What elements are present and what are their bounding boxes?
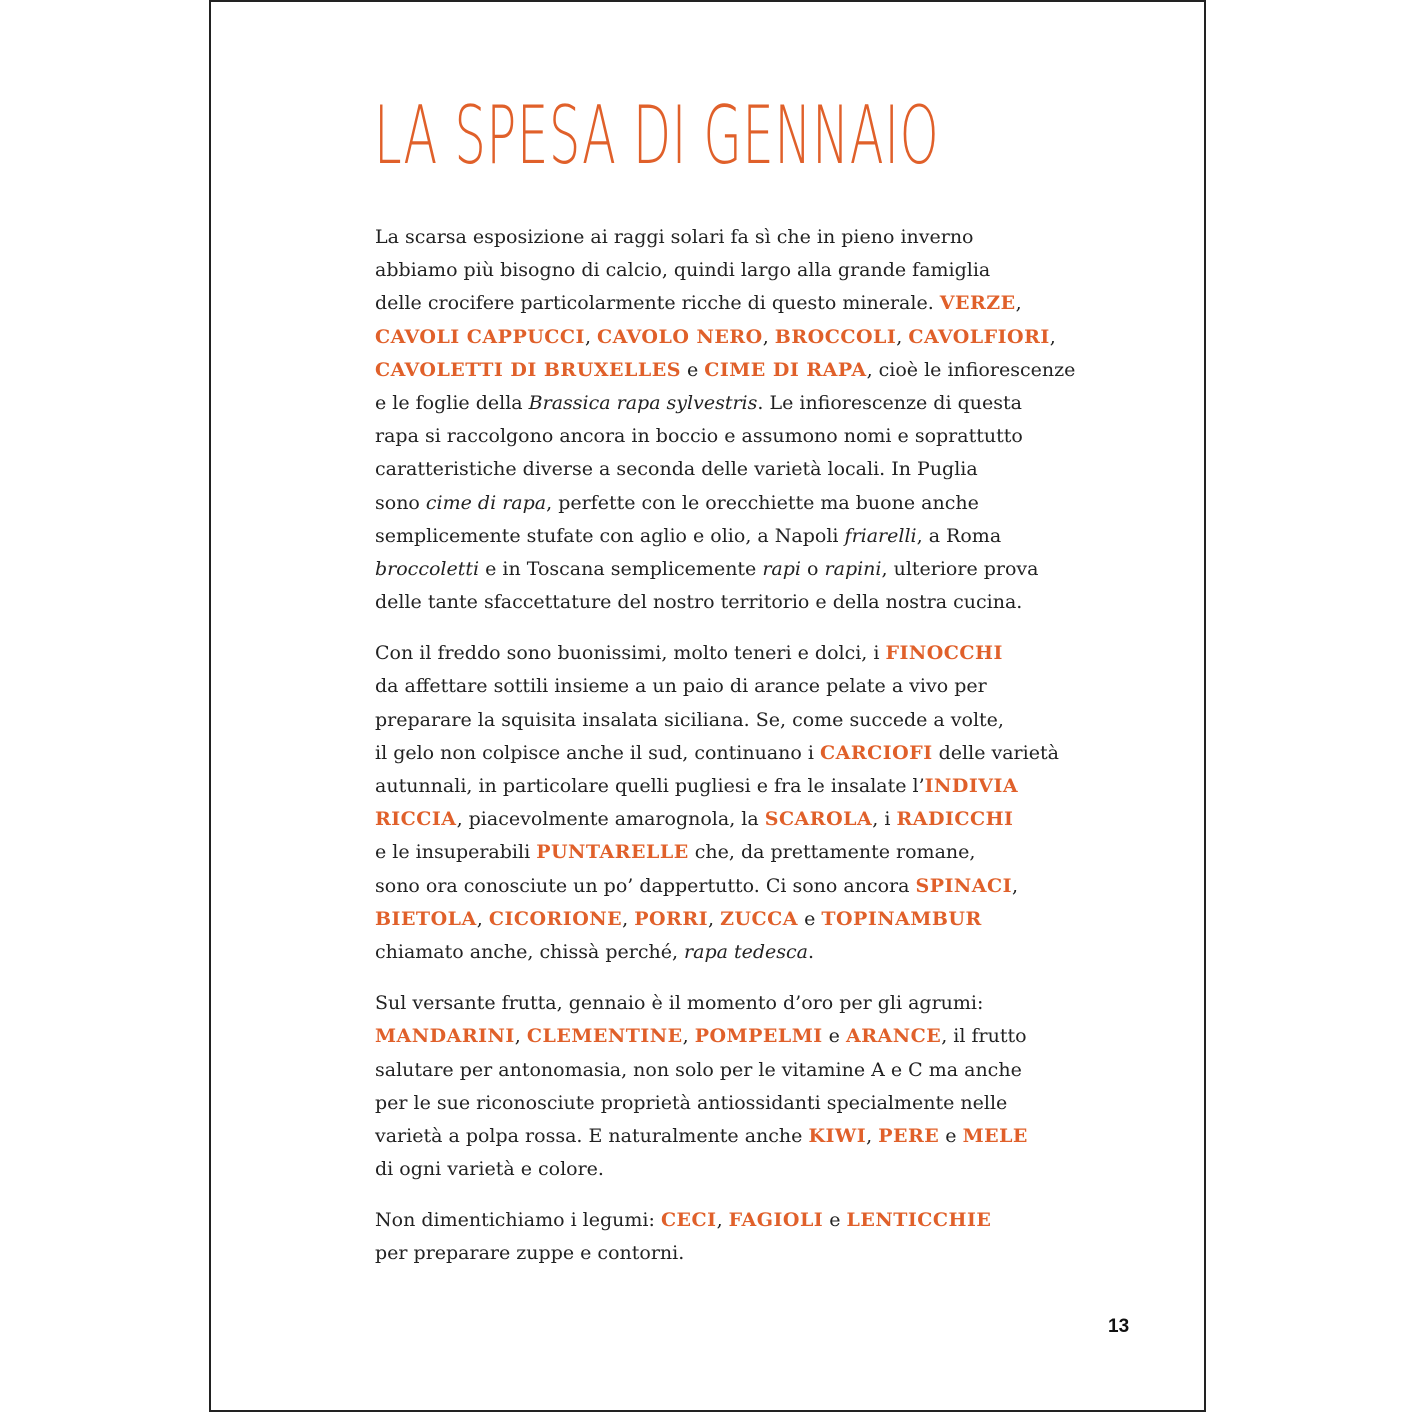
text-segment: preparare la squisita insalata siciliana. Se, come succede a volte, <box>375 708 1004 731</box>
italic-term: rapi <box>762 557 801 580</box>
text-segment: abbiamo più bisogno di calcio, quindi largo alla grande famiglia <box>375 259 991 282</box>
text-segment: , i <box>872 808 897 831</box>
produce-keyword: CAVOLFIORI <box>908 325 1050 348</box>
text-line <box>375 670 1095 703</box>
produce-keyword: SPINACI <box>915 874 1013 897</box>
produce-keyword: ZUCCA <box>720 907 799 930</box>
text-segment: per le sue riconosciute proprietà antiossidanti specialmente nelle <box>375 1091 1008 1114</box>
text-segment: e in Toscana semplicemente <box>479 557 763 580</box>
text-line <box>375 836 1095 869</box>
produce-keyword: BROCCOLI <box>774 325 897 348</box>
text-segment: delle tante sfaccettature del nostro territorio e della nostra cucina. <box>375 591 1023 614</box>
italic-term: Brassica rapa sylvestris <box>528 391 758 414</box>
text-segment: . <box>807 940 815 963</box>
text-line <box>375 1087 1095 1120</box>
italic-term: cime di rapa <box>425 491 547 514</box>
text-segment: , piacevolmente amarognola, la <box>456 808 765 831</box>
text-segment: salutare per antonomasia, non solo per le vitamine A e C ma anche <box>375 1058 1022 1081</box>
text-segment: Non dimentichiamo i legumi: <box>375 1209 661 1232</box>
text-line <box>375 803 1095 836</box>
italic-term: rapini <box>824 557 882 580</box>
text-segment: , perfette con le orecchiette ma buone anche <box>546 491 979 514</box>
body-text <box>375 221 1095 1289</box>
page-number: 13 <box>1108 1316 1130 1337</box>
produce-keyword: FAGIOLI <box>728 1209 824 1232</box>
text-segment: , <box>622 907 635 930</box>
text-line <box>375 737 1095 770</box>
text-line <box>375 903 1095 936</box>
text-segment: Con il freddo sono buonissimi, molto teneri e dolci, i <box>375 642 886 665</box>
text-segment: chiamato anche, chissà perché, <box>375 940 685 963</box>
produce-keyword: CECI <box>660 1209 717 1232</box>
italic-term: rapa tedesca <box>684 940 808 963</box>
paragraph <box>375 637 1095 969</box>
text-line <box>375 221 1095 254</box>
text-segment: autunnali, in particolare quelli pugliesi e fra le insalate l’ <box>375 775 925 797</box>
produce-keyword: CAVOLI CAPPUCCI <box>375 325 585 348</box>
text-line <box>375 453 1095 486</box>
text-segment: , <box>1049 325 1056 348</box>
text-line <box>375 1054 1095 1087</box>
text-segment: , <box>866 1124 879 1147</box>
text-segment: sono <box>375 491 426 514</box>
text-segment: e <box>798 907 822 930</box>
text-line <box>375 770 1095 803</box>
text-segment: varietà a polpa rossa. E naturalmente anche <box>375 1124 809 1147</box>
text-segment: che, da prettamente romane, <box>688 841 976 864</box>
produce-keyword: PUNTARELLE <box>536 841 689 864</box>
text-segment: La scarsa esposizione ai raggi solari fa sì che in pieno inverno <box>375 226 974 248</box>
text-line <box>375 1153 1095 1186</box>
text-segment: , <box>682 1025 695 1048</box>
produce-keyword: CAVOLETTI DI BRUXELLES <box>375 358 681 381</box>
produce-keyword: INDIVIA <box>924 775 1019 797</box>
text-line <box>375 520 1095 553</box>
text-line <box>375 936 1095 969</box>
text-segment: , <box>514 1025 527 1048</box>
text-segment: e le foglie della <box>375 391 529 414</box>
text-segment: e <box>680 358 705 381</box>
text-line <box>375 254 1095 287</box>
text-line <box>375 987 1095 1020</box>
produce-keyword: CLEMENTINE <box>526 1025 683 1048</box>
produce-keyword: CICORIONE <box>488 907 623 930</box>
text-segment: Sul versante frutta, gennaio è il momento d’oro per gli agrumi: <box>375 992 984 1015</box>
produce-keyword: TOPINAMBUR <box>821 907 982 930</box>
produce-keyword: PORRI <box>634 907 708 930</box>
text-segment: , <box>1015 292 1022 315</box>
text-segment: , a Roma <box>916 524 1002 547</box>
text-line <box>375 420 1095 453</box>
text-segment: , <box>584 325 598 348</box>
produce-keyword: PERE <box>878 1124 940 1147</box>
page-title: LA SPESA DI GENNAIO <box>374 89 940 182</box>
text-line <box>375 487 1095 520</box>
paragraph <box>375 987 1095 1186</box>
text-segment: delle varietà <box>932 741 1059 764</box>
produce-keyword: VERZE <box>939 292 1016 315</box>
produce-keyword: FINOCCHI <box>885 642 1003 665</box>
text-segment: rapa si raccolgono ancora in boccio e assumono nomi e soprattutto <box>375 425 1023 448</box>
italic-term: friarelli <box>844 524 917 547</box>
text-line <box>375 553 1095 586</box>
produce-keyword: RADICCHI <box>896 808 1014 831</box>
text-line <box>375 1020 1095 1053</box>
text-line <box>375 321 1095 354</box>
text-segment: per preparare zuppe e contorni. <box>375 1242 685 1265</box>
text-line <box>375 870 1095 903</box>
text-segment: . Le infiorescenze di questa <box>757 391 1022 414</box>
text-line <box>375 287 1095 320</box>
text-segment: e <box>939 1124 963 1147</box>
text-line <box>375 637 1095 670</box>
text-line <box>375 1120 1095 1153</box>
produce-keyword: POMPELMI <box>694 1025 823 1048</box>
text-segment: e le insuperabili <box>375 841 537 864</box>
text-segment: , <box>708 907 721 930</box>
produce-keyword: CAVOLO NERO <box>597 325 763 348</box>
text-segment: da affettare sottili insieme a un paio di arance pelate a vivo per <box>375 675 987 698</box>
text-line <box>375 704 1095 737</box>
text-line <box>375 1237 1095 1270</box>
paragraph <box>375 221 1095 619</box>
text-segment: sono ora conosciute un po’ dappertutto. Ci sono ancora <box>375 874 916 897</box>
text-segment: , <box>1012 874 1019 897</box>
text-segment: semplicemente stufate con aglio e olio, a Napoli <box>375 524 845 547</box>
produce-keyword: RICCIA <box>375 808 457 831</box>
produce-keyword: MANDARINI <box>375 1025 515 1048</box>
produce-keyword: LENTICCHIE <box>846 1209 992 1232</box>
text-segment: , <box>476 907 489 930</box>
text-line <box>375 586 1095 619</box>
text-segment: , il frutto <box>941 1025 1027 1048</box>
paragraph <box>375 1204 1095 1270</box>
text-segment: di ogni varietà e colore. <box>375 1158 604 1181</box>
text-segment: il gelo non colpisce anche il sud, continuano i <box>375 741 820 764</box>
text-segment: o <box>801 557 825 580</box>
text-segment: , ulteriore prova <box>881 557 1039 580</box>
italic-term: broccoletti <box>375 557 480 580</box>
produce-keyword: SCAROLA <box>764 808 873 831</box>
text-segment: delle crocifere particolarmente ricche di questo minerale. <box>375 292 940 315</box>
text-line <box>375 387 1095 420</box>
text-segment: e <box>823 1209 847 1232</box>
text-segment: , <box>896 325 909 348</box>
produce-keyword: MELE <box>962 1124 1028 1147</box>
produce-keyword: BIETOLA <box>375 907 477 930</box>
text-segment: , <box>762 325 775 348</box>
text-segment: e <box>822 1025 846 1048</box>
text-segment: caratteristiche diverse a seconda delle varietà locali. In Puglia <box>375 458 978 481</box>
text-line <box>375 354 1095 387</box>
produce-keyword: CIME DI RAPA <box>704 358 867 381</box>
produce-keyword: ARANCE <box>845 1025 942 1048</box>
text-segment: , cioè le infiorescenze <box>866 358 1076 381</box>
text-line <box>375 1204 1095 1237</box>
produce-keyword: CARCIOFI <box>820 741 933 764</box>
produce-keyword: KIWI <box>808 1124 867 1147</box>
text-segment: , <box>716 1209 729 1232</box>
